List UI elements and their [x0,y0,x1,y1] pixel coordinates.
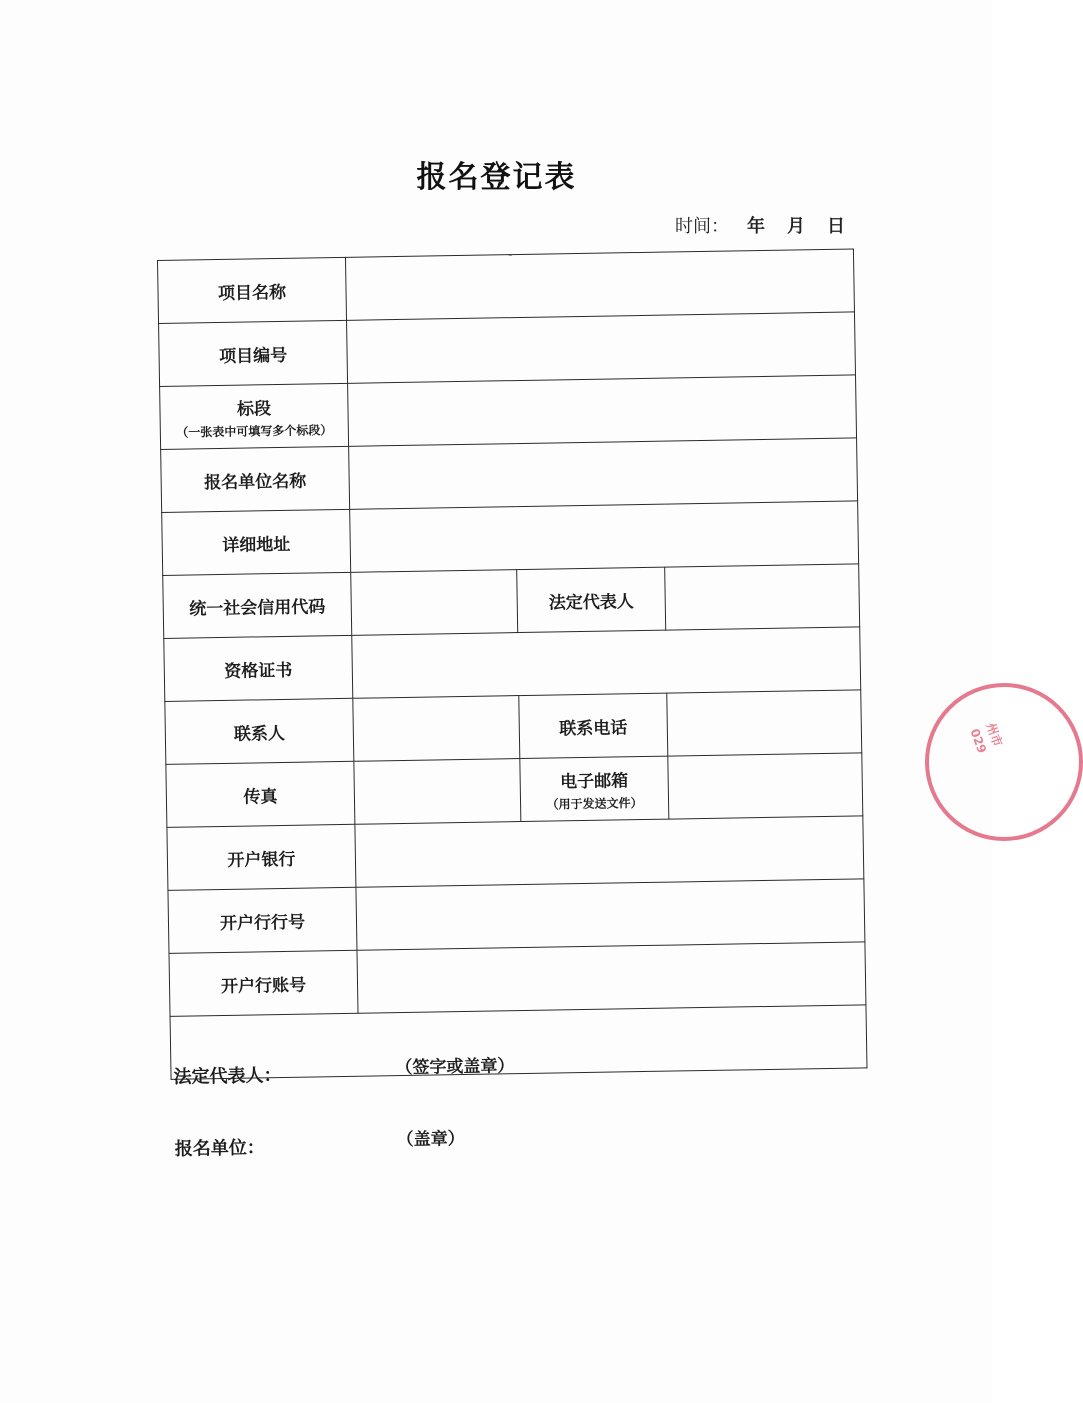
qualification-field[interactable] [352,627,861,698]
section-note: （一张表中可填写多个标段） [176,422,333,440]
registrant-name-field[interactable] [349,438,858,509]
registration-table [157,248,868,1160]
section-field[interactable] [348,375,857,446]
email-note: （用于发送文件） [546,795,643,812]
registrant-name-label: 报名单位名称 [161,446,350,512]
email-label-cell [520,756,669,821]
table-row [158,249,855,324]
project-name-field[interactable] [345,249,854,320]
table-row [166,753,863,828]
phone-field[interactable] [667,690,862,756]
red-seal-stamp [925,683,1083,841]
unit-seal-label: 报名单位： [174,1137,265,1160]
legal-rep-field[interactable] [665,564,860,630]
section-label-cell [160,383,349,449]
project-number-label: 项目编号 [159,320,348,386]
registration-form [157,248,866,1160]
table-row [164,627,861,702]
table-row [159,312,856,387]
table-row [169,942,866,1017]
bank-label: 开户银行 [167,824,356,890]
phone-label: 联系电话 [519,693,668,758]
date-day: 日 [827,216,845,237]
address-field[interactable] [350,501,859,572]
form-title: 报名登记表 [416,160,577,195]
section-label: 标段 [236,398,272,420]
project-name-label: 项目名称 [158,257,347,323]
email-label: 电子邮箱 [560,770,629,792]
table-row [165,690,862,765]
date-month: 月 [787,216,805,237]
legal-rep-label: 法定代表人 [517,567,666,632]
date-label: 时间： [675,216,729,237]
fax-label: 传真 [166,761,355,827]
legal-rep-signature-note: （签字或盖章） [395,1056,515,1079]
table-row [163,564,860,639]
credit-code-field[interactable] [351,570,518,636]
address-label: 详细地址 [162,509,351,575]
table-row [162,501,859,576]
legal-rep-signature-row [173,1056,515,1089]
email-field[interactable] [668,753,863,819]
project-number-field[interactable] [347,312,856,383]
contact-label: 联系人 [165,698,354,764]
table-row [170,1005,867,1080]
date-year: 年 [747,216,765,237]
bank-number-label: 开户行行号 [168,887,357,953]
contact-field[interactable] [353,696,520,762]
table-row [160,375,857,450]
unit-seal-note: （盖章） [396,1129,465,1151]
table-row [161,438,858,513]
seal-text: 州市 029 [967,721,1005,756]
unit-seal-row [174,1129,465,1160]
table-row [168,879,865,954]
legal-rep-signature-label: 法定代表人： [173,1065,282,1088]
account-number-field[interactable] [357,942,866,1013]
credit-code-label: 统一社会信用代码 [163,572,352,638]
signature-block [170,1005,867,1160]
bank-number-field[interactable] [356,879,865,950]
bank-field[interactable] [355,816,864,887]
account-number-label: 开户行账号 [169,950,358,1016]
fax-field[interactable] [354,759,521,825]
qualification-label: 资格证书 [164,635,353,701]
date-line [675,212,845,238]
table-row [167,816,864,891]
